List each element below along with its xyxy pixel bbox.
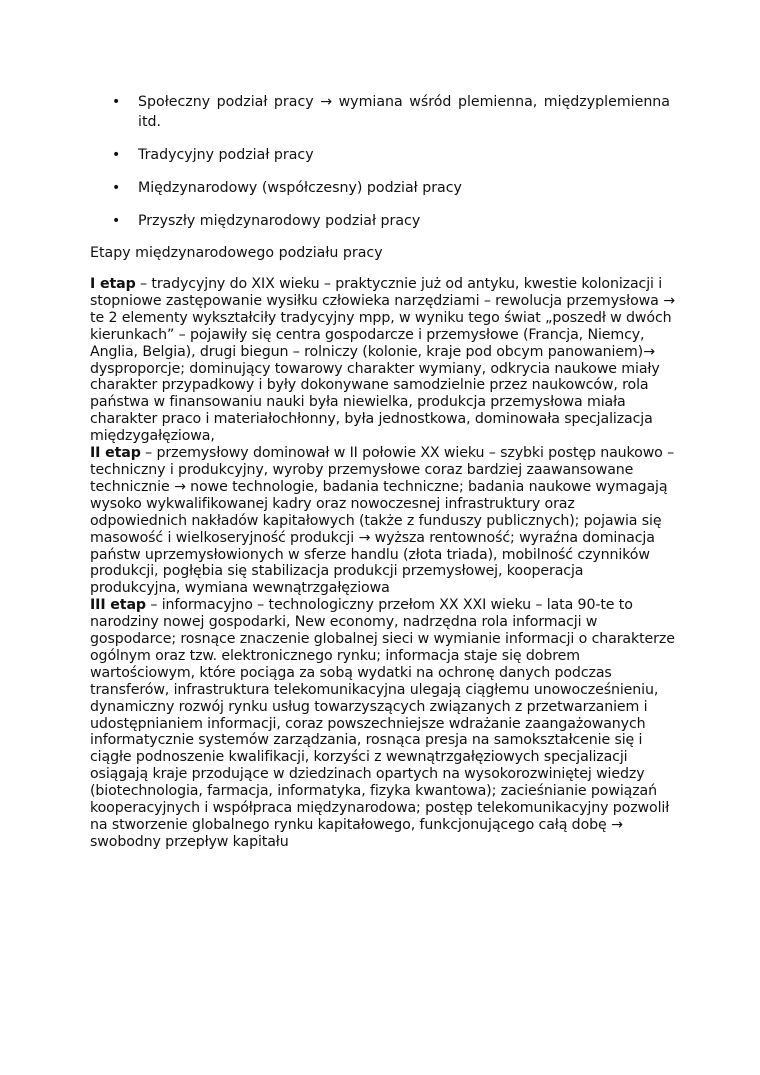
section-heading: Etapy międzynarodowego podziału pracy: [90, 245, 383, 261]
bullet-icon: •: [112, 94, 121, 110]
stage-paragraph: [90, 445, 675, 597]
bullet-icon: •: [112, 180, 121, 196]
bullet-list: [90, 92, 670, 244]
bullet-item: [90, 145, 670, 165]
bullet-item: [90, 211, 670, 231]
stages-body: [90, 276, 675, 851]
bullet-text: Społeczny podział pracy → wymiana wśród plemienna, międzyplemienna itd.: [138, 94, 670, 130]
bullet-item: [90, 178, 670, 198]
bullet-text: Tradycyjny podział pracy: [138, 147, 314, 163]
bullet-icon: •: [112, 213, 121, 229]
bullet-item: [90, 92, 670, 132]
bullet-text: Międzynarodowy (współczesny) podział pracy: [138, 180, 462, 196]
stage-label: II etap: [90, 445, 141, 462]
stage-text: – przemysłowy dominował w II połowie XX wieku – szybki postęp naukowo –techniczny i produkcyjny, wyroby przemysłowe coraz bardziej zaawansowane technicznie → nowe technologie, badania techniczne; badania naukowe wymagają wysoko wykwalifikowanej kadry oraz nowoczesnej infrastruktury oraz odpowiednich nakładów kapitałowych (także z funduszy publicznych); pojawia się masowość i wielkoseryjność produkcji → wyższa rentowność; wyraźna dominacja państw uprzemysłowionych w sferze handlu (złota triada), mobilność czynników produkcji, pogłębia się stabilizacja produkcji przemysłowej, kooperacja produkcyjna, wymiana wewnątrzgałęziowa: [90, 445, 675, 597]
stage-text: – tradycyjny do XIX wieku – praktycznie już od antyku, kwestie kolonizacji i stopniowe zastępowanie wysiłku człowieka narzędziami – rewolucja przemysłowa → te 2 elementy wykształciły tradycyjny mpp, w wyniku tego świat „poszedł w dwóch kierunkach” – pojawiły się centra gospodarcze i przemysłowe (Francja, Niemcy, Anglia, Belgia), drugi biegun – rolniczy (kolonie, kraje pod obcym panowaniem)→ dysproporcje; dominujący towarowy charakter wymiany, odkrycia naukowe miały charakter przypadkowy i były dokonywane samodzielnie przez naukowców, rola państwa w finansowaniu nauki była niewielka, produkcja przemysłowa miała charakter praco i materiałochłonny, była jednostkowa, dominowała specjalizacja międzygałęziowa,: [90, 276, 675, 445]
bullet-text: Przyszły międzynarodowy podział pracy: [138, 213, 421, 229]
stage-text: – informacyjno – technologiczny przełom XX XXI wieku – lata 90-te to narodziny nowej gospodarki, New economy, nadrzędna rola informacji w gospodarce; rosnące znaczenie globalnej sieci w wymianie informacji o charakterze ogólnym oraz tzw. elektronicznego rynku; informacja staje się dobrem wartościowym, które pociąga za sobą wydatki na ochronę danych podczas transferów, infrastruktura telekomunikacyjna ulegają ciągłemu unowocześnieniu, dynamiczny rozwój rynku usług towarzyszących związanych z przetwarzaniem i udostępnianiem informacji, coraz powszechniejsze wdrażanie zaangażowanych informatycznie systemów zarządzania, rosnąca presja na samokształcenie się i ciągłe podnoszenie kwalifikacji, korzyści z wewnątrzgałęziowych specjalizacji osiągają kraje przodujące w dziedzinach opartych na wysokorozwiniętej wiedzy (biotechnologia, farmacja, informatyka, fizyka kwantowa); zacieśnianie powiązań kooperacyjnych i współpraca międzynarodowa; postęp telekomunikacyjny pozwolił na stworzenie globalnego rynku kapitałowego, funkcjonującego całą dobę → swobodny przepływ kapitału: [90, 597, 675, 850]
bullet-icon: •: [112, 147, 121, 163]
stage-paragraph: [90, 597, 675, 851]
stage-label: I etap: [90, 276, 136, 292]
stage-paragraph: [90, 276, 675, 445]
stage-label: III etap: [90, 597, 146, 614]
